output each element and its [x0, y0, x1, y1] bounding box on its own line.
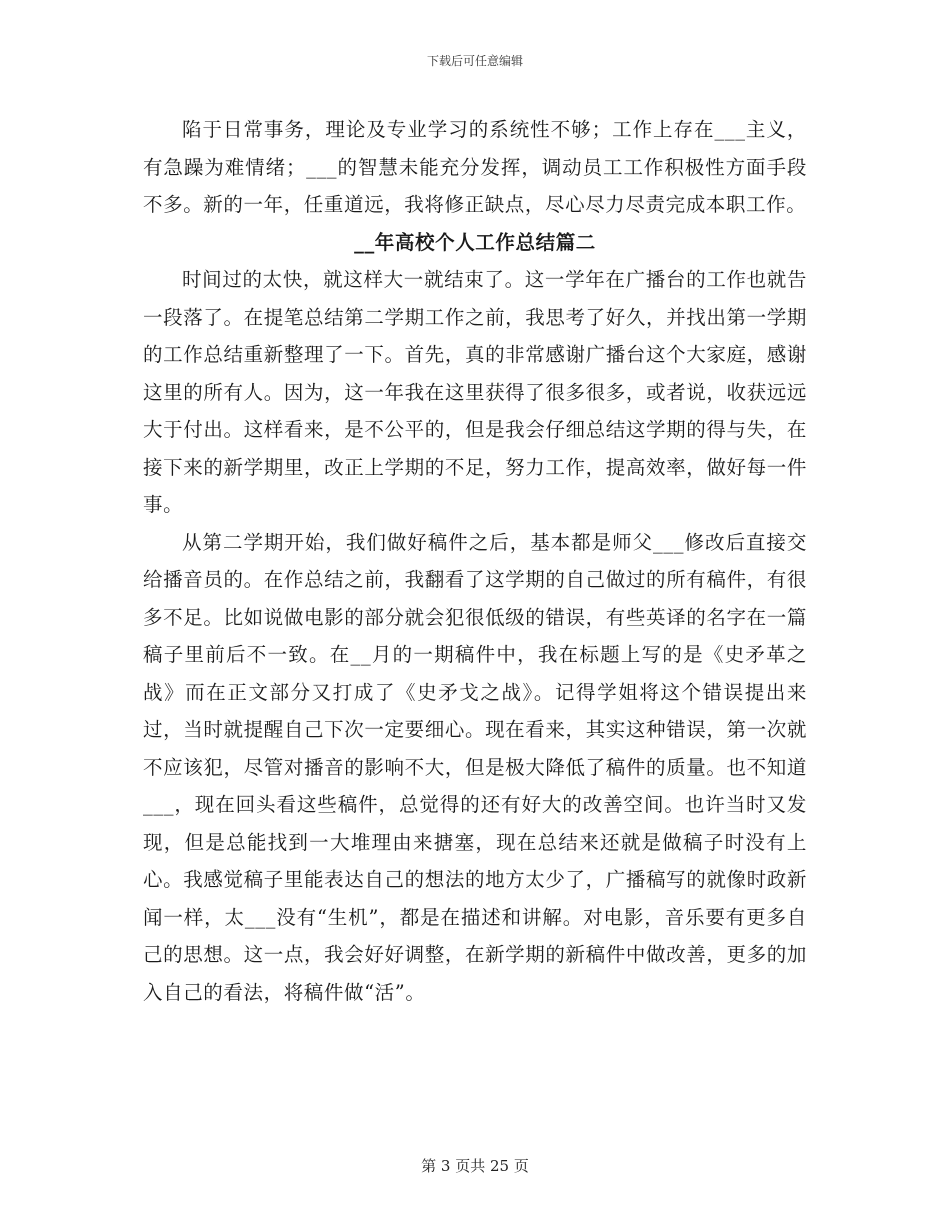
paragraph-3: 从第二学期开始，我们做好稿件之后，基本都是师父___修改后直接交给播音员的。在作总结之前，我翻看了这学期的自己做过的所有稿件，有很多不足。比如说做电影的部分就会犯很低级的错误，有些英译的名字在一篇稿子里前后不一致。在__月的一期稿件中，我在标题上写的是《史矛革之战》而在正文部分又打成了《史矛戈之战》。记得学姐将这个错误提出来过，当时就提醒自己下次一定要细心。现在看来，其实这种错误，第一次就不应该犯，尽管对播音的影响不大，但是极大降低了稿件的质量。也不知道___，现在回头看这些稿件，总觉得的还有好大的改善空间。也许当时又发现，但是总能找到一大堆理由来搪塞，现在总结来还就是做稿子时没有上心。我感觉稿子里能表达自己的想法的地方太少了，广播稿写的就像时政新闻一样，太___没有“生机”，都是在描述和讲解。对电影，音乐要有更多自己的思想。这一点，我会好好调整，在新学期的新稿件中做改善，更多的加入自己的看法，将稿件做“活”。 — [143, 530, 807, 1004]
paragraph-1: 陷于日常事务，理论及专业学习的系统性不够；工作上存在___主义，有急躁为难情绪；___的智慧未能充分发挥，调动员工工作积极性方面手段不多。新的一年，任重道远，我将修正缺点，尽心尽力尽责完成本职工作。 — [143, 118, 807, 216]
page-number: 第 3 页共 25 页 — [421, 1157, 529, 1175]
page-header: 下载后可任意编辑 — [426, 54, 523, 68]
section-title: __年高校个人工作总结篇二 — [354, 230, 596, 254]
paragraph-2: 时间过的太快，就这样大一就结束了。这一学年在广播台的工作也就告一段落了。在提笔总结第二学期工作之前，我思考了好久，并找出第一学期的工作总结重新整理了一下。首先，真的非常感谢广播台这个大家庭，感谢这里的所有人。因为，这一年我在这里获得了很多很多，或者说，收获远远大于付出。这样看来，是不公平的，但是我会仔细总结这学期的得与失，在接下来的新学期里，改正上学期的不足，努力工作，提高效率，做好每一件事。 — [143, 268, 807, 516]
document-body — [143, 111, 807, 1011]
